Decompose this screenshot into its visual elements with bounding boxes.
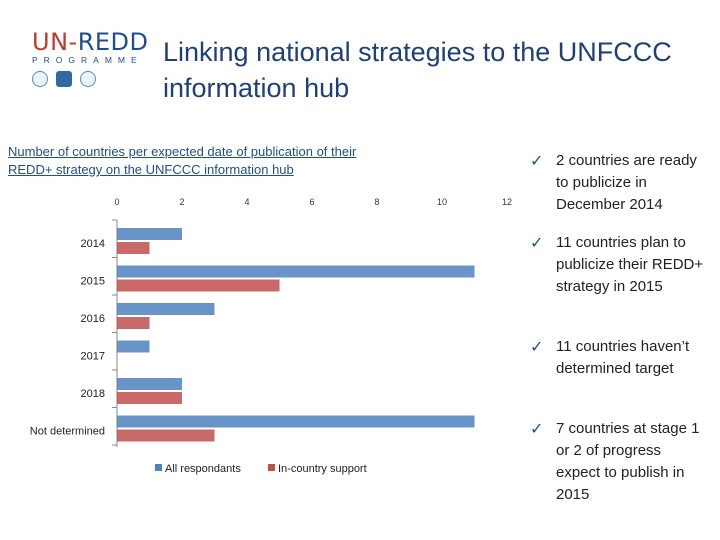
chart-title: Number of countries per expected date of publication of their REDD+ strategy on the UNFCCC information hub [8,144,357,177]
legend-label: In-country support [278,463,367,475]
category-label: 2018 [80,387,105,400]
x-tick-label: 0 [114,197,120,207]
finding-item [530,150,710,216]
fao-emblem-icon [32,71,48,87]
x-tick-label: 8 [374,197,380,207]
checkmark-icon: ✓ [530,337,544,356]
legend-label: All respondants [165,463,241,475]
legend-swatch [155,464,162,471]
category-label: Not determined [29,425,105,438]
logo-subtitle: PROGRAMME [32,55,143,65]
bar-all-respondants [117,303,215,315]
slide-title: Linking national strategies to the UNFCCC information hub [163,37,672,103]
un-redd-logo [32,28,149,108]
bar-in-country-support [117,430,215,442]
agency-logos [32,71,144,87]
finding-text: 2 countries are ready to publicize in December 2014 [556,152,697,213]
x-tick-label: 10 [436,197,448,207]
bar-chart [0,190,520,490]
category-label: 2014 [80,237,105,250]
bar-in-country-support [117,242,150,254]
category-label: 2015 [80,275,105,288]
x-tick-label: 4 [244,197,250,207]
checkmark-icon: ✓ [530,233,544,252]
category-label: 2016 [80,312,105,325]
legend-swatch [268,464,275,471]
bar-all-respondants [117,228,182,240]
bar-all-respondants [117,341,150,353]
logo-redd: REDD [77,28,149,56]
undp-emblem-icon [56,71,72,87]
bar-all-respondants [117,416,475,428]
bar-all-respondants [117,266,475,278]
bar-in-country-support [117,317,150,329]
finding-text: 11 countries haven’t determined target [556,338,690,377]
unep-emblem-icon [80,71,96,87]
finding-text: 7 countries at stage 1 or 2 of progress expect to publish in 2015 [556,420,700,503]
checkmark-icon: ✓ [530,419,544,438]
x-tick-label: 6 [309,197,315,207]
category-label: 2017 [80,350,105,363]
finding-item [530,232,710,298]
x-tick-label: 12 [501,197,513,207]
bar-in-country-support [117,280,280,292]
finding-item [530,336,710,380]
logo-wordmark [32,28,149,56]
logo-un: UN- [32,28,78,56]
bar-all-respondants [117,378,182,390]
checkmark-icon: ✓ [530,151,544,170]
finding-text: 11 countries plan to publicize their REDD+ strategy in 2015 [556,234,704,295]
finding-item [530,418,710,506]
x-tick-label: 2 [179,197,185,207]
bar-in-country-support [117,392,182,404]
